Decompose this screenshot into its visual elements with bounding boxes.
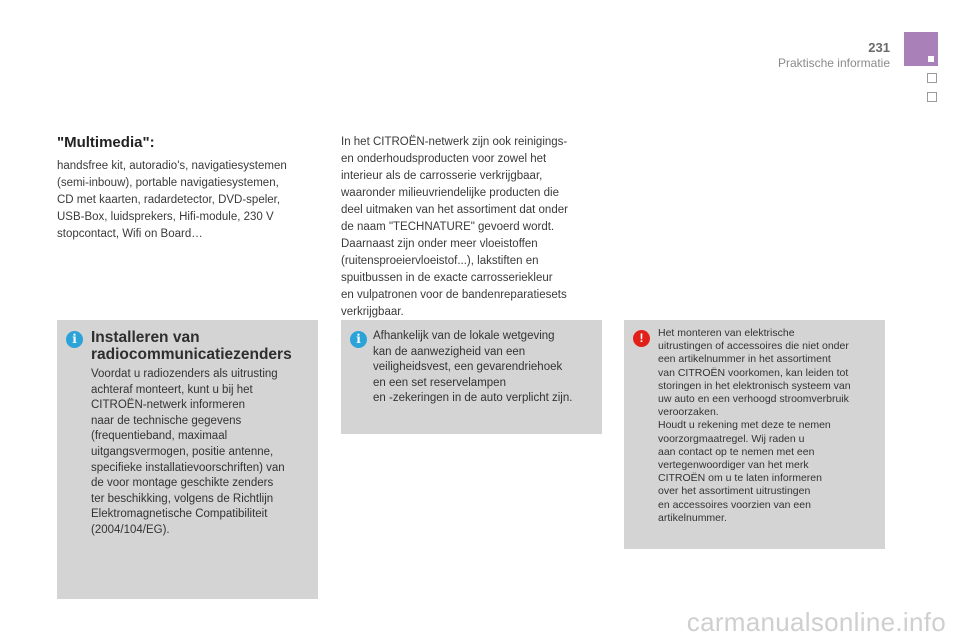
panel-warning <box>624 320 885 549</box>
panel-install-heading: Installeren van radiocommunicatiezenders <box>91 329 292 363</box>
multimedia-text: handsfree kit, autoradio's, navigatiesystemen (semi-inbouw), portable navigatiesystemen, CD met kaarten, radardetector, DVD-speler, USB-Box, luidsprekers, Hifi-module, 230 V stopcontact, Wifi on Board… <box>57 160 287 240</box>
panel-legal-text: Afhankelijk van de lokale wetgeving kan de aanwezigheid van een veiligheidsvest, een gevarendriehoek en een set reservelampen en -zekeringen in de auto verplicht zijn. <box>373 330 573 405</box>
network-text: In het CITROËN-netwerk zijn ook reinigings- en onderhoudsproducten voor zowel het interieur als de carrosserie verkrijgbaar, waaronder milieuvriendelijke producten die deel uitmaken van het assortiment dat onder de naam "TECHNATURE" gevoerd wordt. Daarnaast zijn onder meer vloeistoffen (ruitensproeiervloeistof...), lakstiften en spuitbussen in de exacte carrosseriekleur en vulpatronen voor de bandenreparatiesets verkrijgbaar. <box>341 136 568 318</box>
watermark: carmanualsonline.info <box>686 607 946 637</box>
section-title: Praktische informatie <box>777 56 890 70</box>
chapter-tab-active[interactable] <box>904 32 938 66</box>
panel-install-transmitters <box>57 320 318 599</box>
chapter-tab[interactable] <box>927 92 937 102</box>
page-number: 231 <box>868 40 890 55</box>
panel-install-text: Voordat u radiozenders als uitrusting achteraf monteert, kunt u bij het CITROËN-netwerk informeren naar de technische gegevens (frequentieband, maximaal uitgangsvermogen, positie antenne, specifieke installatievoorschriften) van de voor montage geschikte zenders ter beschikking, volgens de Richtlijn Elektromagnetische Compatibiliteit (2004/104/EG). <box>91 368 285 536</box>
panel-legal-requirements <box>341 320 602 434</box>
chapter-tab[interactable] <box>927 73 937 83</box>
info-icon: i <box>350 331 367 348</box>
multimedia-heading: "Multimedia": <box>57 134 155 151</box>
panel-warning-text: Het monteren van elektrische uitrustingen of accessoires die niet onder een artikelnummer in het assortiment van CITROËN voorkomen, kan leiden tot storingen in het elektronisch systeem van uw auto en een verhoogd stroomverbruik veroorzaken. Houdt u rekening met deze te nemen voorzorgmaatregel. Wij raden u aan contact op te nemen met een vertegenwoordiger van het merk CITROËN om u te laten informeren over het assortiment uitrustingen en accessoires voorzien van een artikelnummer. <box>658 327 851 524</box>
warning-icon: ! <box>633 330 650 347</box>
info-icon: i <box>66 331 83 348</box>
square-icon <box>928 56 934 62</box>
